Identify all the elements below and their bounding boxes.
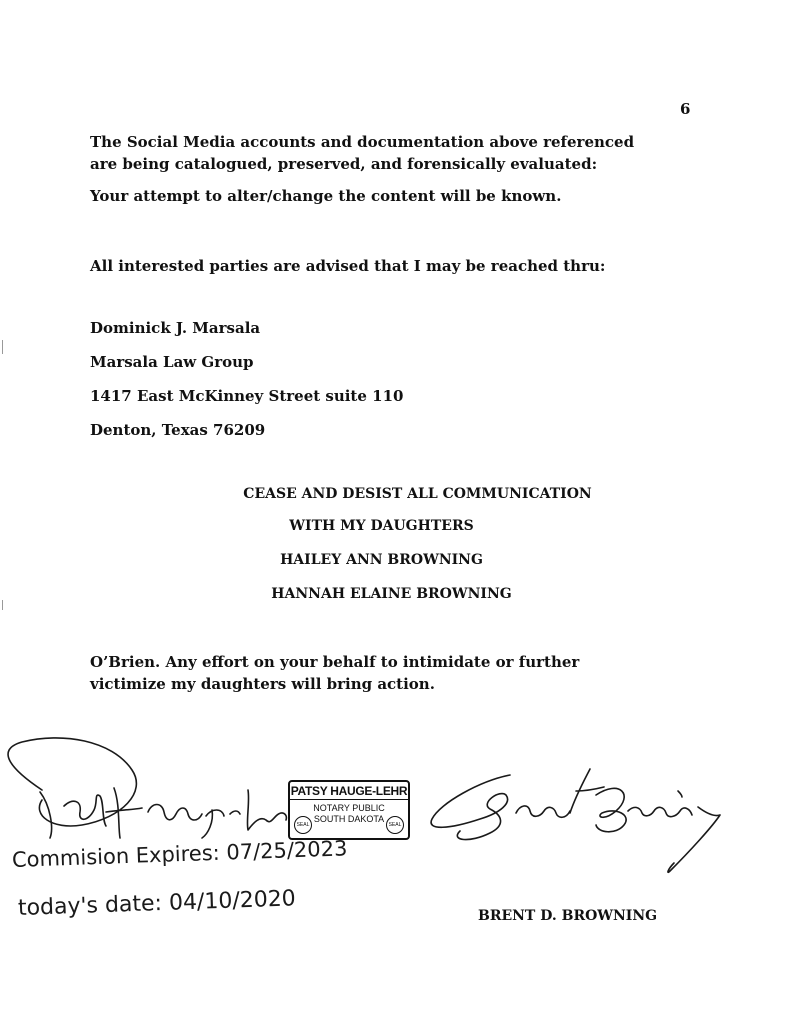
stamp-seal-right: SEAL xyxy=(386,816,404,834)
commission-expires-note: Commision Expires: 07/25/2023 xyxy=(11,836,348,872)
preserved-paragraph-line-1: The Social Media accounts and documentation above referenced xyxy=(90,133,635,151)
demand-line-1: CEASE AND DESIST ALL COMMUNICATION xyxy=(243,486,592,502)
contact-street: 1417 East McKinney Street suite 110 xyxy=(90,387,404,405)
closing-line-2: victimize my daughters will bring action. xyxy=(90,675,435,693)
scan-margin-mark xyxy=(2,340,3,354)
preserved-paragraph-line-2: are being catalogued, preserved, and forensically evaluated: xyxy=(90,155,598,173)
stamp-name: PATSY HAUGE-LEHR xyxy=(290,784,408,798)
contact-name: Dominick J. Marsala xyxy=(90,319,261,337)
notary-signature xyxy=(2,730,292,850)
demand-line-4: HANNAH ELAINE BROWNING xyxy=(271,586,512,602)
todays-date-note: today's date: 04/10/2020 xyxy=(17,886,297,921)
advised-paragraph: All interested parties are advised that I may be reached thru: xyxy=(90,257,606,275)
notary-stamp xyxy=(288,780,410,840)
contact-city: Denton, Texas 76209 xyxy=(90,421,266,439)
warning-paragraph: Your attempt to alter/change the content will be known. xyxy=(90,187,562,205)
contact-firm: Marsala Law Group xyxy=(90,353,254,371)
demand-line-3: HAILEY ANN BROWNING xyxy=(280,552,483,568)
signer-printed-name: BRENT D. BROWNING xyxy=(478,908,658,924)
stamp-seal-left: SEAL xyxy=(294,816,312,834)
closing-line-1: O’Brien. Any effort on your behalf to intimidate or further xyxy=(90,653,580,671)
demand-line-2: WITH MY DAUGHTERS xyxy=(289,518,474,534)
page-number: 6 xyxy=(680,100,691,118)
signer-signature xyxy=(420,755,730,885)
stamp-state: SOUTH DAKOTA xyxy=(313,814,385,824)
stamp-title: NOTARY PUBLIC xyxy=(313,803,385,813)
